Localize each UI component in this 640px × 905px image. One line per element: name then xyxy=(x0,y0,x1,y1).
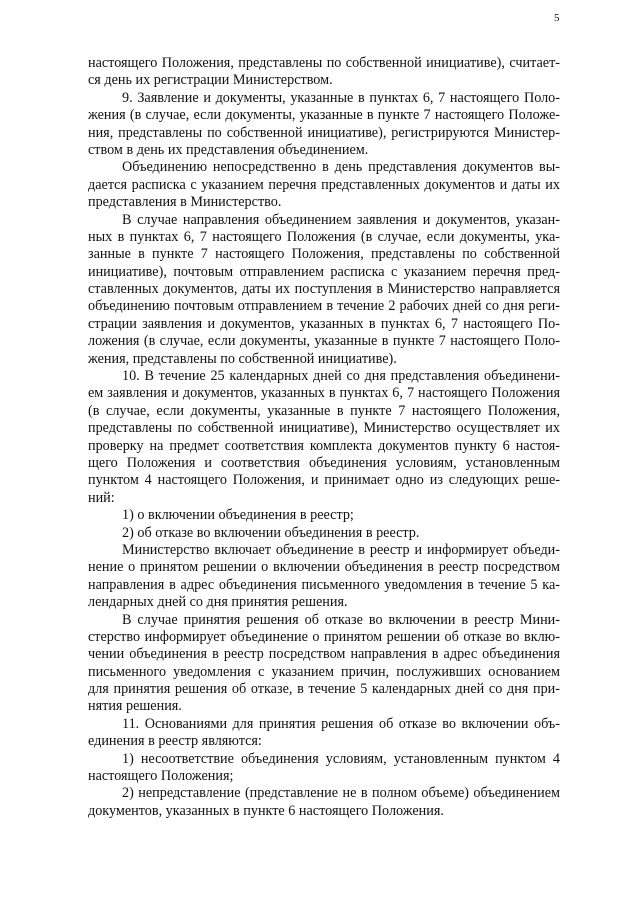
text-line: единения в реестр являются: xyxy=(88,733,262,750)
text-line: 2) непредставление (представление не в полном объеме) объединением xyxy=(122,785,560,802)
text-line: занные в пункте 7 настоящего Положения, представлены по собственной xyxy=(88,246,560,263)
paragraph xyxy=(88,542,560,612)
paragraph xyxy=(88,716,560,751)
paragraph xyxy=(88,507,560,524)
text-line: для принятия решения об отказе, в течение 5 календарных дней со дня при- xyxy=(88,681,560,698)
text-line: письменного уведомления с указанием причин, послуживших основанием xyxy=(88,663,560,680)
text-line: настоящего Положения, представлены по собственной инициативе), считает- xyxy=(88,55,560,71)
text-line: настоящего Положения; xyxy=(88,768,234,785)
text-line: Министерство включает объединение в реестр и информирует объеди- xyxy=(122,541,560,558)
text-line: Объединению непосредственно в день представления документов вы- xyxy=(122,159,560,176)
text-line: В случае принятия решения об отказе во включении в реестр Мини- xyxy=(122,611,560,628)
text-line: стерство информирует объединение о принятом решении об отказе во вклю- xyxy=(88,628,560,645)
text-line: В случае направления объединением заявления и документов, указан- xyxy=(122,211,560,228)
paragraph xyxy=(88,612,560,716)
text-line: документов, указанных в пункте 6 настоящего Положения. xyxy=(88,802,444,819)
paragraph xyxy=(88,525,560,542)
text-line: жения (в случае, если документы, указанные в пункте 7 настоящего Положе- xyxy=(88,107,560,124)
paragraph xyxy=(88,159,560,211)
text-line: представления в Министерство. xyxy=(88,194,282,211)
text-line: ставленных документов, даты их поступления в Министерство направляется xyxy=(88,281,560,298)
text-line: объединению почтовым отправлением в течение 2 рабочих дней со дня реги- xyxy=(88,298,560,315)
text-line: нение о принятом решении о включении объединения в реестр посредством xyxy=(88,559,560,576)
paragraph xyxy=(88,785,560,820)
text-line: ством в день их представления объединением. xyxy=(88,141,369,158)
text-line: инициативе), почтовым отправлением расписка с указанием перечня пред- xyxy=(88,263,560,280)
document-body xyxy=(88,55,560,820)
text-line: дается расписка с указанием перечня представленных документов и даты их xyxy=(88,176,560,193)
paragraph xyxy=(88,751,560,786)
text-line: 1) о включении объединения в реестр; xyxy=(122,507,354,524)
paragraph xyxy=(88,212,560,369)
text-line: ем заявления и документов, указанных в пунктах 6, 7 настоящего Положения xyxy=(88,385,560,402)
text-line: 11. Основаниями для принятия решения об отказе во включении объ- xyxy=(122,715,560,732)
text-line: проверку на предмет соответствия комплекта документов пункту 6 настоя- xyxy=(88,437,560,454)
text-line: нятия решения. xyxy=(88,698,182,715)
text-line: ния, представлены по собственной инициативе), регистрируются Министер- xyxy=(88,124,560,141)
text-line: щего Положения и соответствия объединения условиям, установленным xyxy=(88,454,560,471)
paragraph xyxy=(88,368,560,507)
text-line: ся день их регистрации Министерством. xyxy=(88,72,333,89)
text-line: ложения (в случае, если документы, указанные в пункте 7 настоящего Поло- xyxy=(88,333,560,350)
paragraph xyxy=(88,90,560,160)
text-line: (в случае, если документы, указанные в пункте 7 настоящего Положения, xyxy=(88,402,560,419)
text-line: пунктом 4 настоящего Положения, и принимает одно из следующих реше- xyxy=(88,472,560,489)
text-line: 1) несоответствие объединения условиям, установленным пунктом 4 xyxy=(122,750,560,767)
page-number: 5 xyxy=(554,12,560,24)
text-line: ний: xyxy=(88,489,115,506)
text-line: направления в адрес объединения письменного уведомления в течение 5 ка- xyxy=(88,576,560,593)
text-line: ных в пунктах 6, 7 настоящего Положения (в случае, если документы, ука- xyxy=(88,228,560,245)
text-line: 10. В течение 25 календарных дней со дня представления объединени- xyxy=(122,368,560,385)
text-line: 9. Заявление и документы, указанные в пунктах 6, 7 настоящего Поло- xyxy=(122,89,560,106)
text-line: чении объединения в реестр посредством направления в адрес объединения xyxy=(88,646,560,663)
text-line: представлены по собственной инициативе), Министерство осуществляет их xyxy=(88,420,560,437)
text-line: страции заявления и документов, указанных в пунктах 6, 7 настоящего По- xyxy=(88,315,560,332)
paragraph xyxy=(88,55,560,90)
text-line: 2) об отказе во включении объединения в реестр. xyxy=(122,524,420,541)
text-line: лендарных дней со дня принятия решения. xyxy=(88,594,348,611)
text-line: жения, представлены по собственной инициативе). xyxy=(88,350,397,367)
